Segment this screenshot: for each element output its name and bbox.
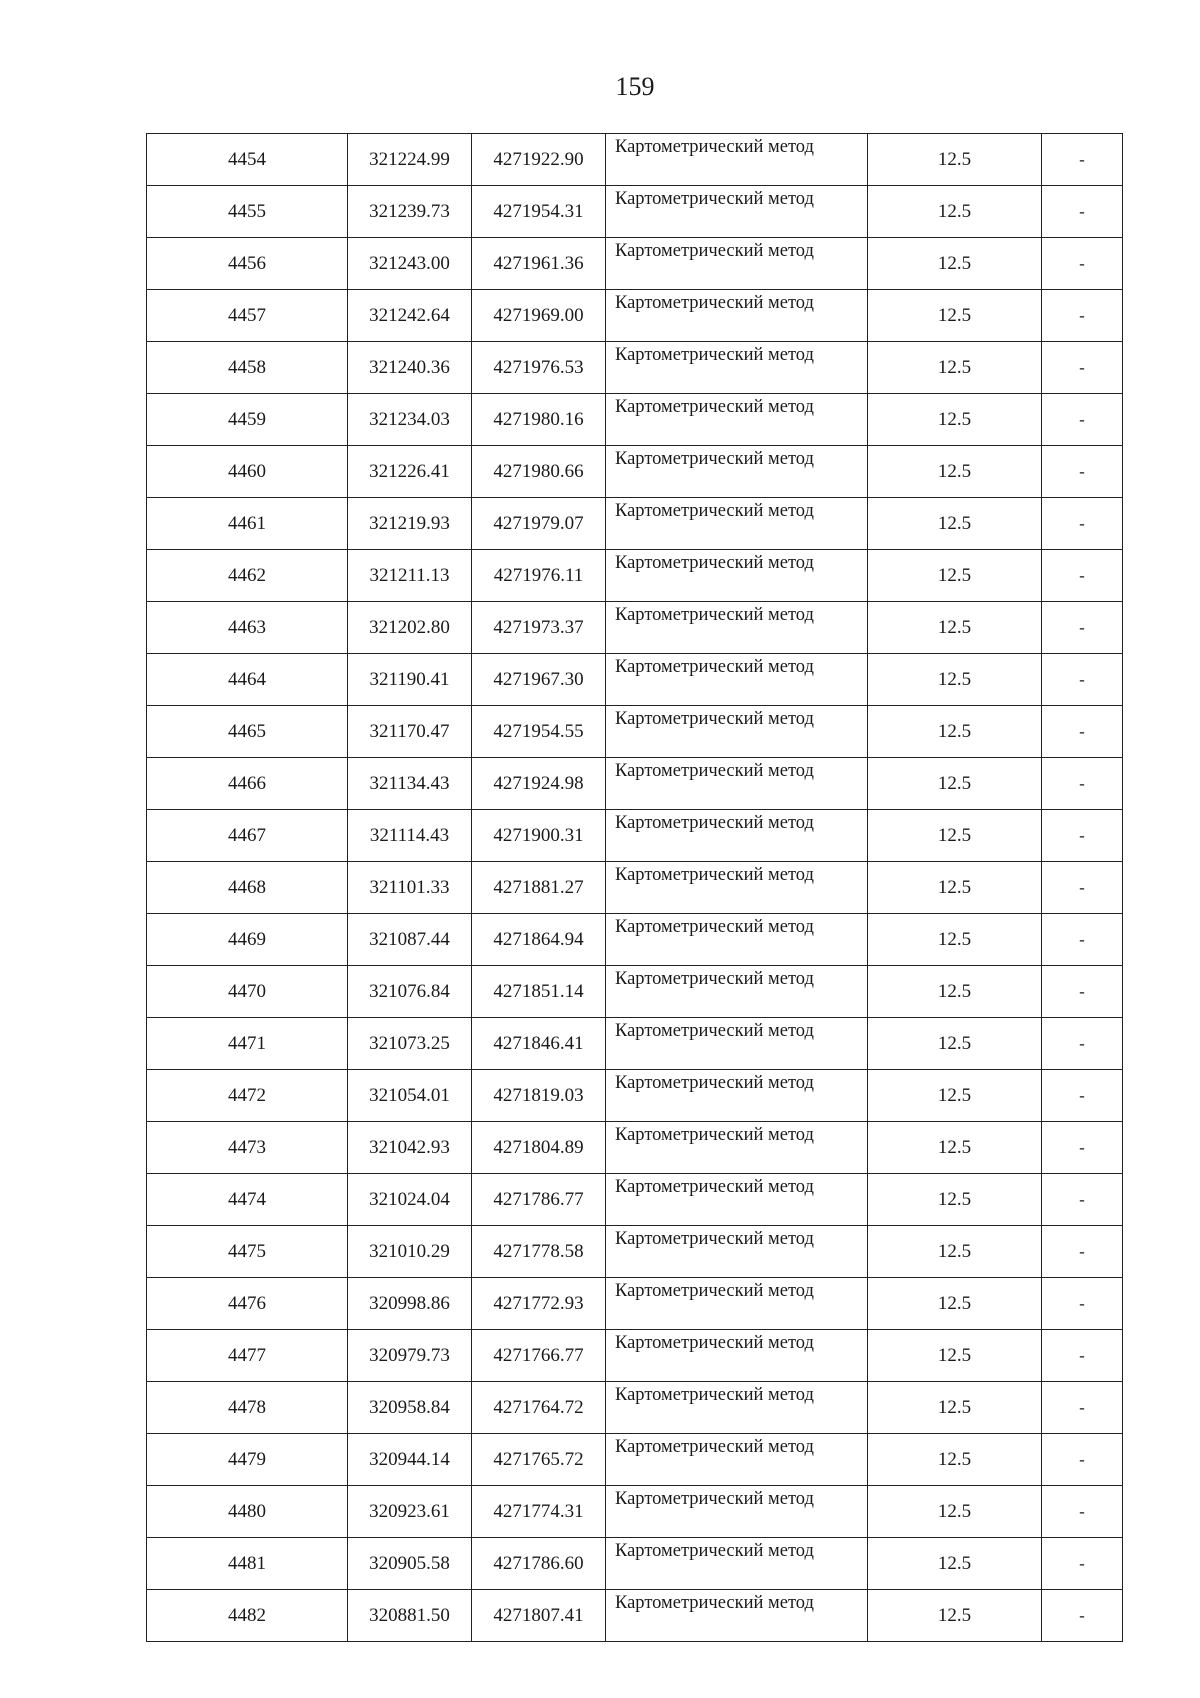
y-coordinate-cell: 4271980.66 xyxy=(472,446,606,498)
x-coordinate-cell: 321073.25 xyxy=(348,1018,472,1070)
table-row xyxy=(147,1382,1123,1434)
x-coordinate-cell: 321190.41 xyxy=(348,654,472,706)
note-cell: - xyxy=(1042,394,1123,446)
point-number-cell: 4455 xyxy=(147,186,348,238)
method-cell: Картометрический метод xyxy=(606,966,868,1018)
table-row xyxy=(147,1018,1123,1070)
accuracy-cell: 12.5 xyxy=(868,1486,1042,1538)
y-coordinate-cell: 4271976.53 xyxy=(472,342,606,394)
point-number-cell: 4474 xyxy=(147,1174,348,1226)
note-cell: - xyxy=(1042,966,1123,1018)
note-cell: - xyxy=(1042,1486,1123,1538)
table-row xyxy=(147,342,1123,394)
point-number-cell: 4473 xyxy=(147,1122,348,1174)
point-number-cell: 4459 xyxy=(147,394,348,446)
note-cell: - xyxy=(1042,810,1123,862)
table-row xyxy=(147,1538,1123,1590)
note-cell: - xyxy=(1042,342,1123,394)
point-number-cell: 4481 xyxy=(147,1538,348,1590)
accuracy-cell: 12.5 xyxy=(868,1122,1042,1174)
note-cell: - xyxy=(1042,1122,1123,1174)
note-cell: - xyxy=(1042,238,1123,290)
method-cell: Картометрический метод xyxy=(606,810,868,862)
x-coordinate-cell: 320998.86 xyxy=(348,1278,472,1330)
x-coordinate-cell: 321226.41 xyxy=(348,446,472,498)
table-row xyxy=(147,550,1123,602)
accuracy-cell: 12.5 xyxy=(868,1278,1042,1330)
note-cell: - xyxy=(1042,290,1123,342)
method-cell: Картометрический метод xyxy=(606,1278,868,1330)
x-coordinate-cell: 320944.14 xyxy=(348,1434,472,1486)
x-coordinate-cell: 321054.01 xyxy=(348,1070,472,1122)
y-coordinate-cell: 4271764.72 xyxy=(472,1382,606,1434)
point-number-cell: 4466 xyxy=(147,758,348,810)
method-cell: Картометрический метод xyxy=(606,498,868,550)
accuracy-cell: 12.5 xyxy=(868,1382,1042,1434)
y-coordinate-cell: 4271900.31 xyxy=(472,810,606,862)
point-number-cell: 4478 xyxy=(147,1382,348,1434)
point-number-cell: 4463 xyxy=(147,602,348,654)
table-row xyxy=(147,1330,1123,1382)
point-number-cell: 4469 xyxy=(147,914,348,966)
accuracy-cell: 12.5 xyxy=(868,1434,1042,1486)
note-cell: - xyxy=(1042,134,1123,186)
x-coordinate-cell: 321134.43 xyxy=(348,758,472,810)
y-coordinate-cell: 4271954.55 xyxy=(472,706,606,758)
point-number-cell: 4461 xyxy=(147,498,348,550)
y-coordinate-cell: 4271922.90 xyxy=(472,134,606,186)
method-cell: Картометрический метод xyxy=(606,914,868,966)
method-cell: Картометрический метод xyxy=(606,290,868,342)
method-cell: Картометрический метод xyxy=(606,1226,868,1278)
y-coordinate-cell: 4271819.03 xyxy=(472,1070,606,1122)
table-row xyxy=(147,1122,1123,1174)
y-coordinate-cell: 4271954.31 xyxy=(472,186,606,238)
table-row xyxy=(147,1226,1123,1278)
accuracy-cell: 12.5 xyxy=(868,186,1042,238)
accuracy-cell: 12.5 xyxy=(868,758,1042,810)
method-cell: Картометрический метод xyxy=(606,134,868,186)
y-coordinate-cell: 4271976.11 xyxy=(472,550,606,602)
method-cell: Картометрический метод xyxy=(606,1018,868,1070)
x-coordinate-cell: 320881.50 xyxy=(348,1590,472,1642)
accuracy-cell: 12.5 xyxy=(868,394,1042,446)
x-coordinate-cell: 321224.99 xyxy=(348,134,472,186)
y-coordinate-cell: 4271786.60 xyxy=(472,1538,606,1590)
y-coordinate-cell: 4271778.58 xyxy=(472,1226,606,1278)
y-coordinate-cell: 4271774.31 xyxy=(472,1486,606,1538)
table-row xyxy=(147,446,1123,498)
method-cell: Картометрический метод xyxy=(606,1590,868,1642)
y-coordinate-cell: 4271766.77 xyxy=(472,1330,606,1382)
y-coordinate-cell: 4271980.16 xyxy=(472,394,606,446)
x-coordinate-cell: 321114.43 xyxy=(348,810,472,862)
note-cell: - xyxy=(1042,1382,1123,1434)
method-cell: Картометрический метод xyxy=(606,1330,868,1382)
method-cell: Картометрический метод xyxy=(606,550,868,602)
note-cell: - xyxy=(1042,654,1123,706)
point-number-cell: 4476 xyxy=(147,1278,348,1330)
x-coordinate-cell: 320979.73 xyxy=(348,1330,472,1382)
method-cell: Картометрический метод xyxy=(606,1538,868,1590)
accuracy-cell: 12.5 xyxy=(868,862,1042,914)
y-coordinate-cell: 4271786.77 xyxy=(472,1174,606,1226)
table-row xyxy=(147,1434,1123,1486)
method-cell: Картометрический метод xyxy=(606,654,868,706)
x-coordinate-cell: 320905.58 xyxy=(348,1538,472,1590)
point-number-cell: 4471 xyxy=(147,1018,348,1070)
accuracy-cell: 12.5 xyxy=(868,1330,1042,1382)
method-cell: Картометрический метод xyxy=(606,1174,868,1226)
accuracy-cell: 12.5 xyxy=(868,498,1042,550)
point-number-cell: 4464 xyxy=(147,654,348,706)
table-row xyxy=(147,394,1123,446)
y-coordinate-cell: 4271772.93 xyxy=(472,1278,606,1330)
note-cell: - xyxy=(1042,706,1123,758)
accuracy-cell: 12.5 xyxy=(868,550,1042,602)
table-row xyxy=(147,966,1123,1018)
coordinates-table xyxy=(146,133,1123,1642)
method-cell: Картометрический метод xyxy=(606,1486,868,1538)
point-number-cell: 4482 xyxy=(147,1590,348,1642)
x-coordinate-cell: 321024.04 xyxy=(348,1174,472,1226)
table-row xyxy=(147,1590,1123,1642)
y-coordinate-cell: 4271973.37 xyxy=(472,602,606,654)
table-row xyxy=(147,498,1123,550)
accuracy-cell: 12.5 xyxy=(868,1018,1042,1070)
point-number-cell: 4458 xyxy=(147,342,348,394)
accuracy-cell: 12.5 xyxy=(868,654,1042,706)
note-cell: - xyxy=(1042,1174,1123,1226)
method-cell: Картометрический метод xyxy=(606,186,868,238)
note-cell: - xyxy=(1042,186,1123,238)
point-number-cell: 4472 xyxy=(147,1070,348,1122)
y-coordinate-cell: 4271924.98 xyxy=(472,758,606,810)
note-cell: - xyxy=(1042,914,1123,966)
note-cell: - xyxy=(1042,758,1123,810)
point-number-cell: 4456 xyxy=(147,238,348,290)
note-cell: - xyxy=(1042,550,1123,602)
y-coordinate-cell: 4271969.00 xyxy=(472,290,606,342)
table-row xyxy=(147,1174,1123,1226)
x-coordinate-cell: 321087.44 xyxy=(348,914,472,966)
note-cell: - xyxy=(1042,446,1123,498)
accuracy-cell: 12.5 xyxy=(868,602,1042,654)
accuracy-cell: 12.5 xyxy=(868,1590,1042,1642)
note-cell: - xyxy=(1042,602,1123,654)
y-coordinate-cell: 4271881.27 xyxy=(472,862,606,914)
accuracy-cell: 12.5 xyxy=(868,1538,1042,1590)
note-cell: - xyxy=(1042,1590,1123,1642)
y-coordinate-cell: 4271807.41 xyxy=(472,1590,606,1642)
table-row xyxy=(147,1278,1123,1330)
accuracy-cell: 12.5 xyxy=(868,342,1042,394)
accuracy-cell: 12.5 xyxy=(868,1070,1042,1122)
method-cell: Картометрический метод xyxy=(606,446,868,498)
table-row xyxy=(147,810,1123,862)
note-cell: - xyxy=(1042,498,1123,550)
point-number-cell: 4460 xyxy=(147,446,348,498)
point-number-cell: 4468 xyxy=(147,862,348,914)
table-row xyxy=(147,758,1123,810)
point-number-cell: 4457 xyxy=(147,290,348,342)
x-coordinate-cell: 321239.73 xyxy=(348,186,472,238)
x-coordinate-cell: 321243.00 xyxy=(348,238,472,290)
accuracy-cell: 12.5 xyxy=(868,238,1042,290)
point-number-cell: 4454 xyxy=(147,134,348,186)
x-coordinate-cell: 321042.93 xyxy=(348,1122,472,1174)
x-coordinate-cell: 321010.29 xyxy=(348,1226,472,1278)
page-number: 159 xyxy=(615,72,655,101)
note-cell: - xyxy=(1042,1330,1123,1382)
method-cell: Картометрический метод xyxy=(606,1070,868,1122)
accuracy-cell: 12.5 xyxy=(868,706,1042,758)
x-coordinate-cell: 321240.36 xyxy=(348,342,472,394)
note-cell: - xyxy=(1042,1434,1123,1486)
y-coordinate-cell: 4271961.36 xyxy=(472,238,606,290)
y-coordinate-cell: 4271967.30 xyxy=(472,654,606,706)
table-row xyxy=(147,1486,1123,1538)
table-row xyxy=(147,238,1123,290)
point-number-cell: 4462 xyxy=(147,550,348,602)
point-number-cell: 4470 xyxy=(147,966,348,1018)
table-row xyxy=(147,914,1123,966)
x-coordinate-cell: 321202.80 xyxy=(348,602,472,654)
point-number-cell: 4479 xyxy=(147,1434,348,1486)
method-cell: Картометрический метод xyxy=(606,862,868,914)
point-number-cell: 4480 xyxy=(147,1486,348,1538)
method-cell: Картометрический метод xyxy=(606,1382,868,1434)
table-row xyxy=(147,862,1123,914)
table-row xyxy=(147,654,1123,706)
accuracy-cell: 12.5 xyxy=(868,914,1042,966)
x-coordinate-cell: 321170.47 xyxy=(348,706,472,758)
y-coordinate-cell: 4271864.94 xyxy=(472,914,606,966)
method-cell: Картометрический метод xyxy=(606,238,868,290)
x-coordinate-cell: 321234.03 xyxy=(348,394,472,446)
table-row xyxy=(147,186,1123,238)
note-cell: - xyxy=(1042,862,1123,914)
table-row xyxy=(147,706,1123,758)
table-row xyxy=(147,1070,1123,1122)
point-number-cell: 4465 xyxy=(147,706,348,758)
x-coordinate-cell: 321242.64 xyxy=(348,290,472,342)
method-cell: Картометрический метод xyxy=(606,1122,868,1174)
note-cell: - xyxy=(1042,1538,1123,1590)
x-coordinate-cell: 320923.61 xyxy=(348,1486,472,1538)
y-coordinate-cell: 4271979.07 xyxy=(472,498,606,550)
accuracy-cell: 12.5 xyxy=(868,810,1042,862)
point-number-cell: 4477 xyxy=(147,1330,348,1382)
x-coordinate-cell: 321219.93 xyxy=(348,498,472,550)
table-row xyxy=(147,602,1123,654)
y-coordinate-cell: 4271851.14 xyxy=(472,966,606,1018)
table-row xyxy=(147,290,1123,342)
y-coordinate-cell: 4271765.72 xyxy=(472,1434,606,1486)
method-cell: Картометрический метод xyxy=(606,394,868,446)
note-cell: - xyxy=(1042,1018,1123,1070)
point-number-cell: 4467 xyxy=(147,810,348,862)
note-cell: - xyxy=(1042,1226,1123,1278)
method-cell: Картометрический метод xyxy=(606,706,868,758)
x-coordinate-cell: 321076.84 xyxy=(348,966,472,1018)
y-coordinate-cell: 4271804.89 xyxy=(472,1122,606,1174)
coordinates-table-body xyxy=(147,134,1123,1642)
method-cell: Картометрический метод xyxy=(606,758,868,810)
x-coordinate-cell: 321101.33 xyxy=(348,862,472,914)
x-coordinate-cell: 321211.13 xyxy=(348,550,472,602)
point-number-cell: 4475 xyxy=(147,1226,348,1278)
accuracy-cell: 12.5 xyxy=(868,134,1042,186)
accuracy-cell: 12.5 xyxy=(868,290,1042,342)
method-cell: Картометрический метод xyxy=(606,342,868,394)
method-cell: Картометрический метод xyxy=(606,1434,868,1486)
x-coordinate-cell: 320958.84 xyxy=(348,1382,472,1434)
accuracy-cell: 12.5 xyxy=(868,1226,1042,1278)
method-cell: Картометрический метод xyxy=(606,602,868,654)
accuracy-cell: 12.5 xyxy=(868,1174,1042,1226)
note-cell: - xyxy=(1042,1278,1123,1330)
table-row xyxy=(147,134,1123,186)
note-cell: - xyxy=(1042,1070,1123,1122)
accuracy-cell: 12.5 xyxy=(868,446,1042,498)
accuracy-cell: 12.5 xyxy=(868,966,1042,1018)
y-coordinate-cell: 4271846.41 xyxy=(472,1018,606,1070)
